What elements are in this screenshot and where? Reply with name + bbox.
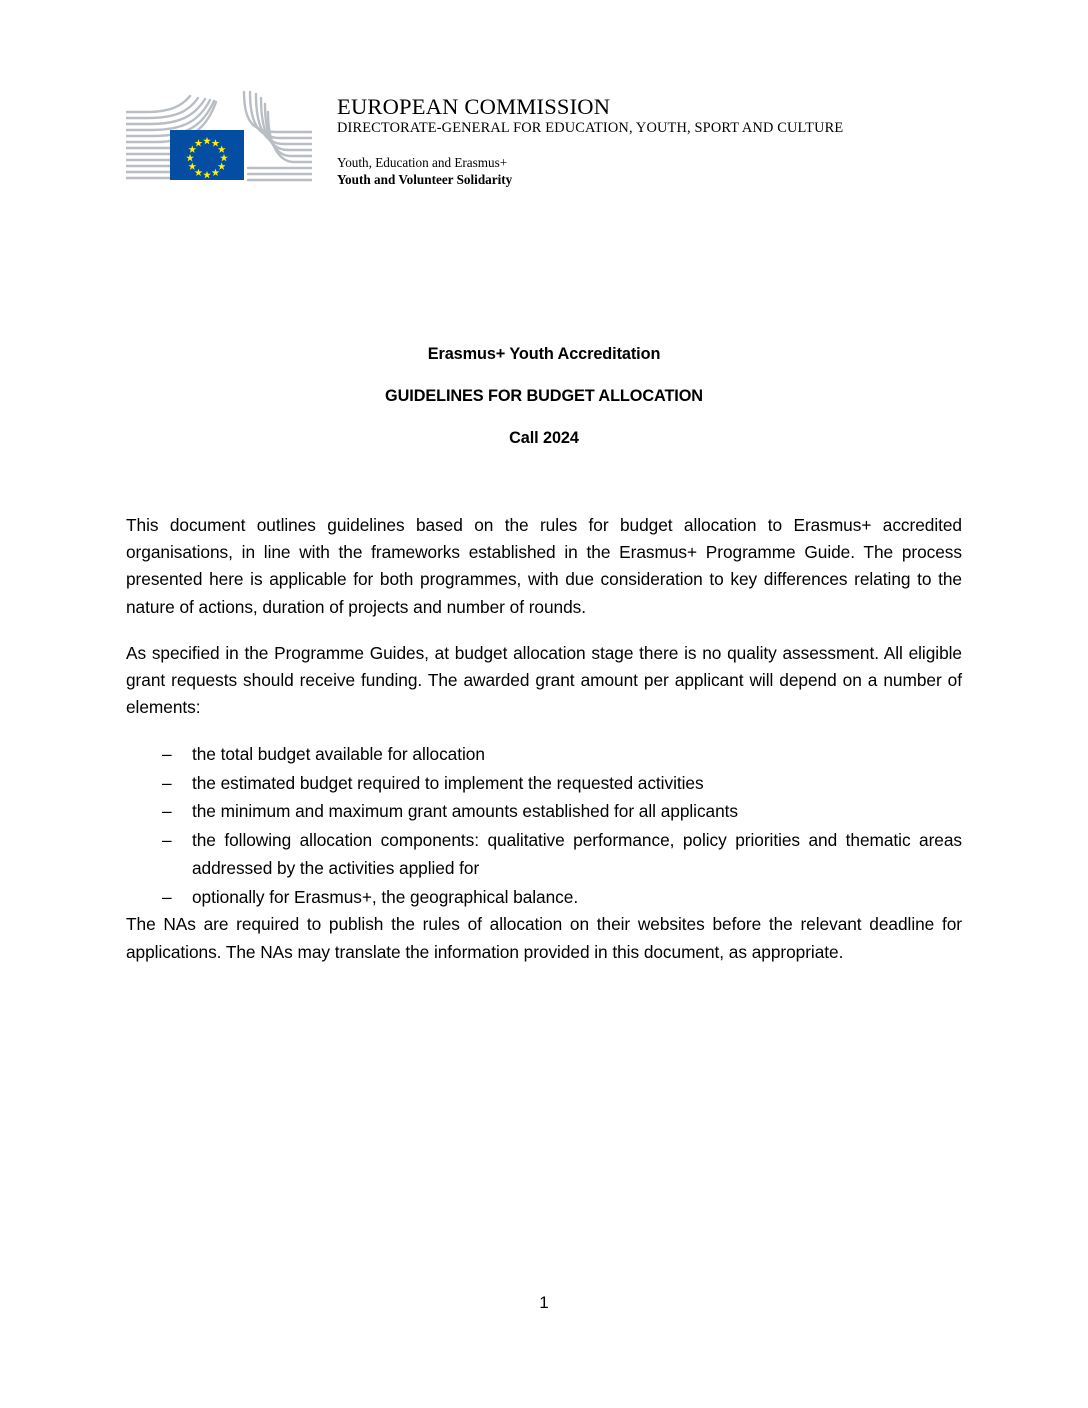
list-item-label: the estimated budget required to implement the requested activities: [192, 772, 704, 793]
european-commission-logo: [126, 86, 312, 186]
list-item: [126, 826, 962, 883]
unit-parent-name: Youth, Education and Erasmus+: [337, 155, 508, 170]
unit-name: Youth and Volunteer Solidarity: [337, 172, 513, 187]
unit-block: [337, 154, 962, 188]
title-line-main: GUIDELINES FOR BUDGET ALLOCATION: [385, 387, 703, 405]
closing-paragraph: The NAs are required to publish the rules of allocation on their websites before the relevant deadline for applications. The NAs may translate the information provided in this document, as appropriate.: [126, 914, 962, 962]
letterhead: [126, 86, 962, 196]
letterhead-text: [337, 94, 962, 188]
page-footer: [0, 1293, 1088, 1313]
intro-paragraph: This document outlines guidelines based on the rules for budget allocation to Erasmus+ accredited organisations, in line with the frameworks established in the Erasmus+ Programme Guide. The process presented here is applicable for both programmes, with due consideration to key differences relating to the nature of actions, duration of projects and number of rounds.: [126, 515, 962, 617]
document-title-block: [126, 344, 962, 448]
allocation-elements-list: [126, 740, 962, 911]
list-item: [126, 883, 962, 912]
list-item-label: the minimum and maximum grant amounts established for all applicants: [192, 801, 739, 822]
organisation-name: EUROPEAN COMMISSION: [337, 94, 611, 119]
dash-bullet-icon: –: [162, 801, 172, 822]
dash-bullet-icon: –: [162, 886, 172, 907]
elements-intro-paragraph: As specified in the Programme Guides, at budget allocation stage there is no quality assessment. All eligible grant requests should receive funding. The awarded grant amount per applicant will depend on a number of elements:: [126, 642, 962, 718]
list-item-label: the following allocation components: qualitative performance, policy priorities and thematic areas addressed by the activities applied for: [192, 829, 962, 879]
dash-bullet-icon: –: [162, 744, 172, 765]
title-line-call: Call 2024: [509, 429, 579, 447]
dash-bullet-icon: –: [162, 772, 172, 793]
list-item-label: optionally for Erasmus+, the geographical balance.: [192, 886, 579, 907]
list-item: [126, 769, 962, 798]
title-line-programme: Erasmus+ Youth Accreditation: [427, 345, 661, 363]
document-body: [126, 512, 962, 966]
list-item: [126, 797, 962, 826]
directorate-general-name: DIRECTORATE-GENERAL FOR EDUCATION, YOUTH, SPORT AND CULTURE: [337, 120, 844, 136]
dash-bullet-icon: –: [162, 829, 172, 850]
list-item-label: the total budget available for allocation: [192, 744, 485, 765]
page-number: 1: [539, 1293, 549, 1312]
list-item: [126, 740, 962, 769]
